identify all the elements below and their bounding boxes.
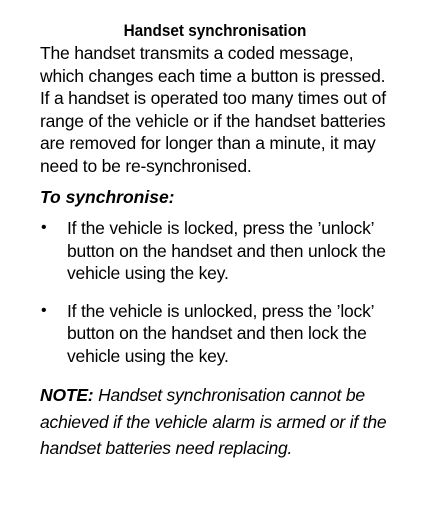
step-text: If the vehicle is unlocked, press the ’lock’ button on the handset and then lock the vehicle using the key. bbox=[67, 300, 374, 366]
bullet-icon: • bbox=[41, 301, 47, 319]
list-item bbox=[40, 300, 390, 368]
section-title: Handset synchronisation bbox=[123, 21, 307, 40]
note-paragraph bbox=[40, 382, 390, 462]
sync-heading: To synchronise: bbox=[40, 187, 175, 207]
note-label: NOTE: bbox=[40, 385, 94, 405]
steps-list bbox=[40, 217, 390, 367]
intro-paragraph: The handset transmits a coded message, which changes each time a button is pressed. If a handset is operated too many times out of range of the vehicle or if the handset batteries are removed for longer than a minute, it may need to be re-synchronised. bbox=[40, 43, 386, 176]
document-page bbox=[40, 20, 390, 462]
step-text: If the vehicle is locked, press the ’unlock’ button on the handset and then unlock the vehicle using the key. bbox=[67, 218, 386, 283]
note-text: Handset synchronisation cannot be achieved if the vehicle alarm is armed or if the handset batteries need replacing. bbox=[40, 385, 387, 458]
bullet-icon: • bbox=[41, 219, 47, 236]
list-item bbox=[40, 217, 390, 285]
